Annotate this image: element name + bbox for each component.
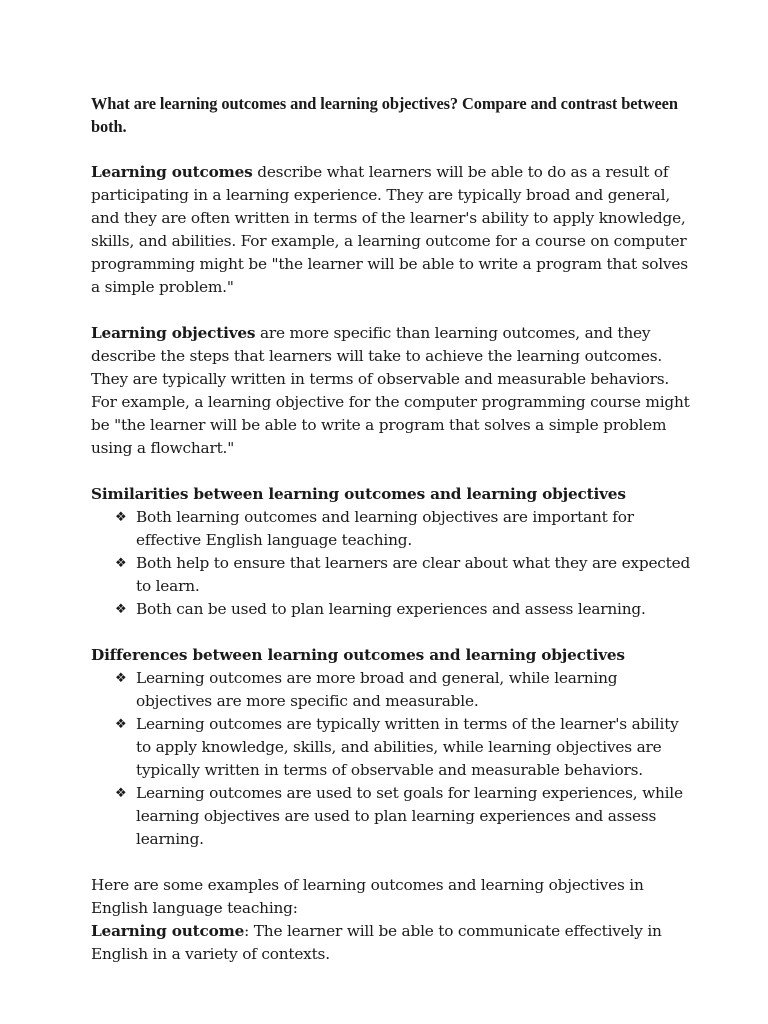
- list-item: [91, 598, 691, 621]
- differences-heading: Differences between learning outcomes and learning objectives: [91, 646, 625, 664]
- document-title: What are learning outcomes and learning objectives? Compare and contrast between both.: [91, 94, 678, 136]
- list-item-text: Both can be used to plan learning experiences and assess learning.: [136, 600, 646, 618]
- document-page: [91, 92, 691, 966]
- outcomes-lead: Learning outcomes: [91, 163, 253, 181]
- similarities-heading: Similarities between learning outcomes and learning objectives: [91, 485, 626, 503]
- objectives-text: are more specific than learning outcomes, and they describe the steps that learners will take to achieve the learning outcomes. They are typically written in terms of observable and measurable behaviors. For example, a learning objective for the computer programming course might be "the learner will be able to write a program that solves a simple problem using a flowchart.": [91, 324, 690, 457]
- outcomes-text: describe what learners will be able to do as a result of participating in a learning experience. They are typically broad and general, and they are often written in terms of the learner's ability to apply knowledge, skills, and abilities. For example, a learning outcome for a course on computer programming might be "the learner will be able to write a program that solves a simple problem.": [91, 163, 688, 296]
- diamond-bullet-icon: ❖: [115, 602, 127, 617]
- examples-intro: Here are some examples of learning outcomes and learning objectives in English language teaching:: [91, 876, 644, 917]
- list-item-text: Both help to ensure that learners are clear about what they are expected to learn.: [136, 554, 691, 595]
- list-item-text: Learning outcomes are typically written in terms of the learner's ability to apply knowledge, skills, and abilities, while learning objectives are typically written in terms of observable and measurable behaviors.: [136, 715, 679, 779]
- example-outcome-lead: Learning outcome: [91, 922, 245, 940]
- diamond-bullet-icon: ❖: [115, 556, 127, 571]
- objectives-lead: Learning objectives: [91, 324, 256, 342]
- list-item: [91, 713, 691, 782]
- list-item-text: Learning outcomes are more broad and general, while learning objectives are more specific and measurable.: [136, 669, 618, 710]
- example-outcome-text: : The learner will be able to communicate effectively in English in a variety of contexts.: [91, 922, 662, 963]
- list-item: [91, 667, 691, 713]
- list-item-text: Learning outcomes are used to set goals for learning experiences, while learning objectives are used to plan learning experiences and assess learning.: [136, 784, 683, 848]
- list-item: [91, 552, 691, 598]
- list-item-text: Both learning outcomes and learning objectives are important for effective English language teaching.: [136, 508, 634, 549]
- list-item: [91, 782, 691, 851]
- objectives-paragraph: [91, 322, 691, 460]
- diamond-bullet-icon: ❖: [115, 786, 127, 801]
- outcomes-paragraph: [91, 161, 691, 299]
- list-item: [91, 506, 691, 552]
- example-outcome-paragraph: [91, 920, 691, 966]
- diamond-bullet-icon: ❖: [115, 671, 127, 686]
- diamond-bullet-icon: ❖: [115, 717, 127, 732]
- diamond-bullet-icon: ❖: [115, 510, 127, 525]
- similarities-list: [91, 506, 691, 621]
- differences-list: [91, 667, 691, 851]
